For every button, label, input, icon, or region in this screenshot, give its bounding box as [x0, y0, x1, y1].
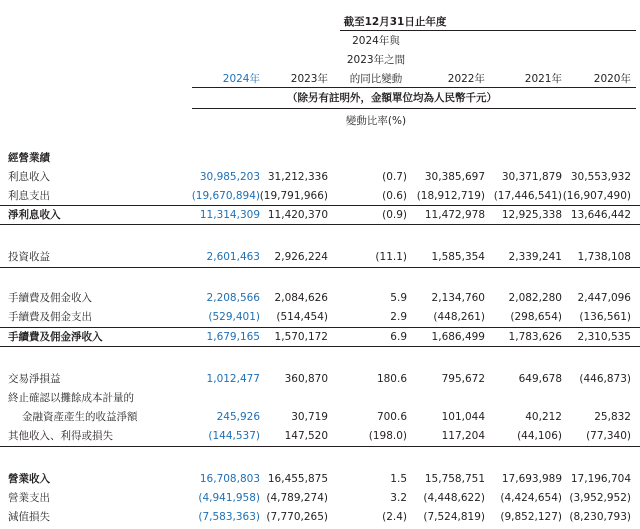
cell-2024: 2,601,463	[206, 251, 260, 263]
cell-2023: 1,570,172	[274, 331, 328, 343]
cell-2022: 101,044	[441, 411, 485, 423]
table-row	[0, 168, 640, 186]
cell-2021: 17,693,989	[501, 473, 562, 485]
cell-2021: (9,852,127)	[500, 511, 562, 523]
cell-2024: 1,012,477	[206, 373, 260, 385]
cell-change: (0.6)	[382, 190, 407, 202]
cell-change: (2.4)	[382, 511, 407, 523]
table-row	[0, 427, 640, 445]
cell-2021: 2,339,241	[508, 251, 562, 263]
cell-2022: 1,585,354	[431, 251, 485, 263]
change-unit-header: 變動比率(%)	[345, 115, 407, 127]
cell-2023: 11,420,370	[267, 209, 328, 221]
cell-2020: (8,230,793)	[569, 511, 631, 523]
cell-2024: (7,583,363)	[198, 511, 260, 523]
cell-2021: 30,371,879	[501, 171, 562, 183]
cell-2021: (298,654)	[510, 311, 562, 323]
cell-2020: 1,738,108	[577, 251, 631, 263]
cell-2023: 147,520	[284, 430, 328, 442]
cell-2020: (446,873)	[579, 373, 631, 385]
section-title: 經營業績	[8, 152, 50, 164]
cell-2023: (514,454)	[276, 311, 328, 323]
cell-2021: 12,925,338	[501, 209, 562, 221]
table-row	[0, 206, 640, 224]
col-header-2023: 2023年	[290, 73, 328, 85]
table-row	[0, 370, 640, 388]
cell-2021: (44,106)	[517, 430, 562, 442]
cell-2021: 649,678	[518, 373, 562, 385]
cell-2024: 1,679,165	[206, 331, 260, 343]
cell-2023: 16,455,875	[267, 473, 328, 485]
row-label: 投資收益	[8, 251, 50, 263]
cell-2024: 11,314,309	[199, 209, 260, 221]
table-row	[0, 508, 640, 526]
cell-2022: 30,385,697	[424, 171, 485, 183]
cell-2022: 117,204	[441, 430, 485, 442]
divider	[0, 267, 640, 268]
cell-2024: (19,670,894)	[191, 190, 260, 202]
table-row	[0, 408, 640, 426]
cell-2024: 16,708,803	[199, 473, 260, 485]
cell-change: (198.0)	[368, 430, 407, 442]
cell-2024: (144,537)	[208, 430, 260, 442]
cell-2022: 795,672	[441, 373, 485, 385]
cell-change: 2.9	[390, 311, 407, 323]
cell-2022: 15,758,751	[424, 473, 485, 485]
row-label: 手續費及佣金支出	[8, 311, 92, 323]
cell-2024: 2,208,566	[206, 292, 260, 304]
row-label: 終止確認以攤餘成本計量的	[8, 392, 134, 404]
cell-2020: 2,447,096	[577, 292, 631, 304]
table-row	[0, 289, 640, 307]
cell-2020: 2,310,535	[577, 331, 631, 343]
col-header-2020: 2020年	[593, 73, 631, 85]
cell-2023: (7,770,265)	[266, 511, 328, 523]
row-label: 其他收入、利得或損失	[8, 430, 113, 442]
table-row	[0, 248, 640, 266]
cell-change: 180.6	[376, 373, 407, 385]
divider	[0, 346, 640, 347]
change-header-line3: 的同比變動	[349, 73, 403, 85]
table-row	[0, 389, 640, 407]
cell-2020: (3,952,952)	[569, 492, 631, 504]
row-label: 利息收入	[8, 171, 50, 183]
cell-2021: 2,082,280	[508, 292, 562, 304]
cell-change: (0.9)	[382, 209, 407, 221]
cell-2024: 30,985,203	[199, 171, 260, 183]
cell-2021: 40,212	[525, 411, 562, 423]
cell-2024: 245,926	[216, 411, 260, 423]
row-label: 交易淨損益	[8, 373, 61, 385]
row-label: 金融資產產生的收益淨額	[22, 411, 138, 423]
table-row	[0, 308, 640, 326]
cell-2020: 17,196,704	[570, 473, 631, 485]
cell-2023: 31,212,336	[267, 171, 328, 183]
header-rule-bottom	[192, 108, 636, 109]
cell-change: 1.5	[390, 473, 407, 485]
cell-2020: (136,561)	[579, 311, 631, 323]
col-header-2022: 2022年	[447, 73, 485, 85]
cell-2022: (448,261)	[433, 311, 485, 323]
divider	[0, 446, 640, 447]
cell-2022: (4,448,622)	[423, 492, 485, 504]
table-row	[0, 187, 640, 205]
cell-2021: 1,783,626	[508, 331, 562, 343]
row-label: 營業收入	[8, 473, 50, 485]
cell-2022: (18,912,719)	[416, 190, 485, 202]
table-row	[0, 470, 640, 488]
cell-change: (0.7)	[382, 171, 407, 183]
cell-2020: (77,340)	[586, 430, 631, 442]
table-row	[0, 328, 640, 346]
cell-2022: 1,686,499	[431, 331, 485, 343]
change-header-line1: 2024年與	[352, 35, 400, 47]
cell-change: 3.2	[390, 492, 407, 504]
cell-2021: (17,446,541)	[493, 190, 562, 202]
cell-2022: (7,524,819)	[423, 511, 485, 523]
unit-note: （除另有註明外，金額單位均為人民幣千元）	[287, 92, 497, 104]
cell-2020: (16,907,490)	[562, 190, 631, 202]
cell-2021: (4,424,654)	[500, 492, 562, 504]
cell-change: 6.9	[390, 331, 407, 343]
cell-2023: 360,870	[284, 373, 328, 385]
cell-2023: 30,719	[291, 411, 328, 423]
cell-2024: (529,401)	[208, 311, 260, 323]
cell-2020: 30,553,932	[570, 171, 631, 183]
cell-2023: (19,791,966)	[259, 190, 328, 202]
cell-2022: 2,134,760	[431, 292, 485, 304]
cell-change: 700.6	[376, 411, 407, 423]
divider	[0, 224, 640, 225]
col-header-2024: 2024年	[222, 73, 260, 85]
period-title: 截至12月31日止年度	[343, 16, 447, 28]
table-row	[0, 489, 640, 507]
header-rule-mid	[192, 87, 636, 88]
change-header-line2: 2023年之間	[346, 54, 406, 66]
cell-2023: 2,926,224	[274, 251, 328, 263]
cell-2020: 25,832	[594, 411, 631, 423]
header-rule-top	[340, 30, 636, 31]
cell-2023: 2,084,626	[274, 292, 328, 304]
row-label: 營業支出	[8, 492, 50, 504]
row-label: 淨利息收入	[8, 209, 61, 221]
row-label: 減值損失	[8, 511, 50, 523]
col-header-2021: 2021年	[524, 73, 562, 85]
row-label: 手續費及佣金淨收入	[8, 331, 103, 343]
cell-change: (11.1)	[375, 251, 407, 263]
row-label: 利息支出	[8, 190, 50, 202]
row-label: 手續費及佣金收入	[8, 292, 92, 304]
cell-2022: 11,472,978	[424, 209, 485, 221]
cell-change: 5.9	[390, 292, 407, 304]
cell-2023: (4,789,274)	[266, 492, 328, 504]
cell-2020: 13,646,442	[570, 209, 631, 221]
cell-2024: (4,941,958)	[198, 492, 260, 504]
